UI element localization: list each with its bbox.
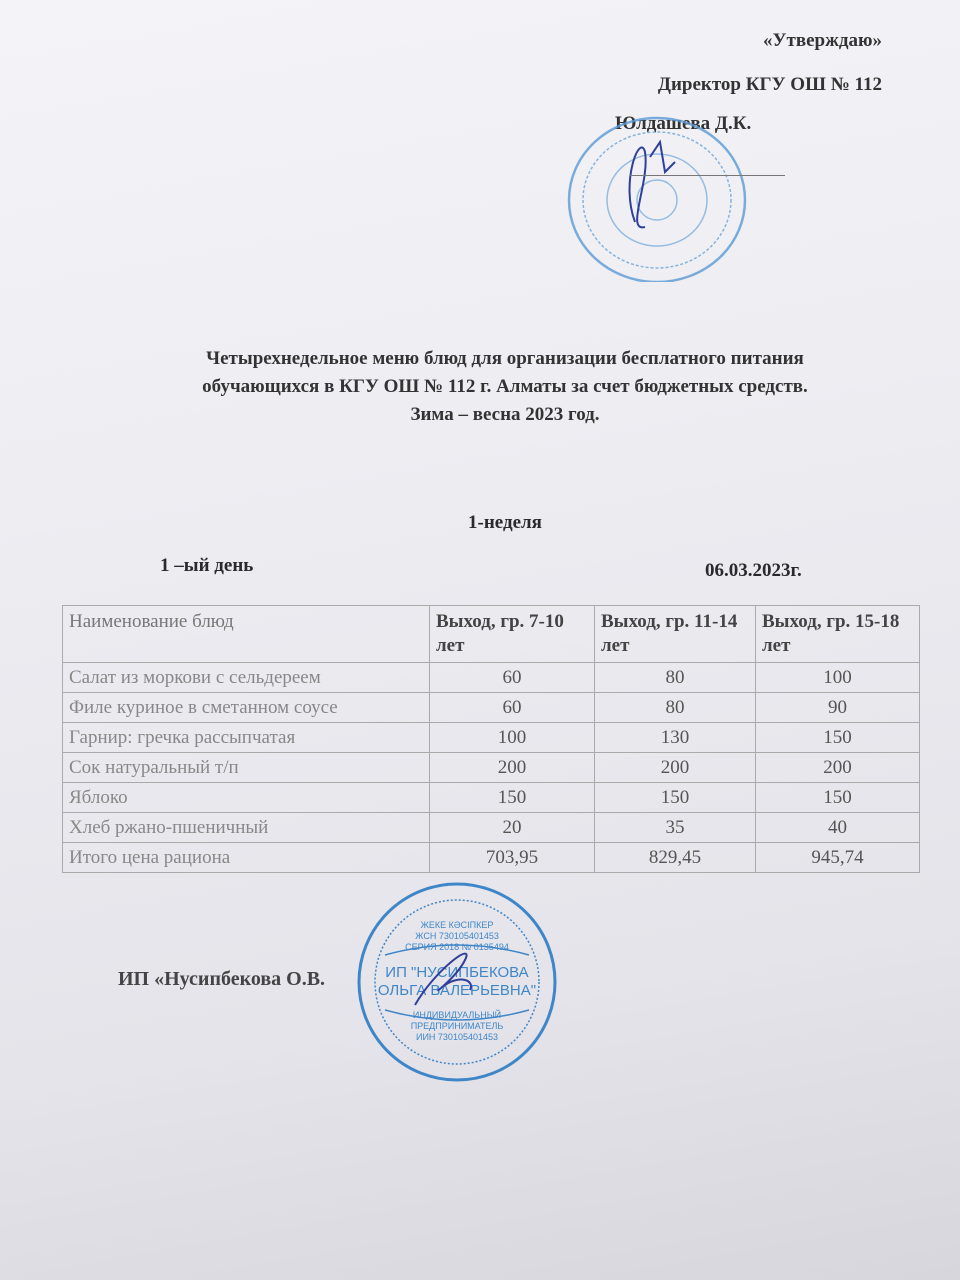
table-row	[63, 843, 920, 873]
portion-cell: 200	[756, 753, 920, 783]
dish-name-cell: Яблоко	[63, 783, 430, 813]
approve-label: «Утверждаю»	[763, 30, 882, 51]
portion-cell: 35	[595, 813, 756, 843]
supplier-seal	[355, 880, 560, 1085]
portion-cell: 60	[430, 693, 595, 723]
svg-text:СЕРИЯ 2018 № 0135494: СЕРИЯ 2018 № 0135494	[405, 942, 509, 952]
svg-text:ЖСН 730105401453: ЖСН 730105401453	[415, 931, 499, 941]
portion-cell: 90	[756, 693, 920, 723]
svg-text:ОЛЬГА ВАЛЕРЬЕВНА": ОЛЬГА ВАЛЕРЬЕВНА"	[377, 982, 537, 999]
header-dish: Наименование блюд	[63, 606, 430, 663]
table-row	[63, 663, 920, 693]
portion-cell: 829,45	[595, 843, 756, 873]
table-row	[63, 813, 920, 843]
menu-table	[62, 605, 920, 873]
portion-cell: 130	[595, 723, 756, 753]
document-title	[0, 345, 960, 429]
portion-cell: 80	[595, 693, 756, 723]
table-row	[63, 693, 920, 723]
title-line-2: обучающихся в КГУ ОШ № 112 г. Алматы за счет бюджетных средств.	[202, 376, 808, 397]
portion-cell: 150	[595, 783, 756, 813]
table-row	[63, 783, 920, 813]
portion-cell: 40	[756, 813, 920, 843]
portion-cell: 100	[756, 663, 920, 693]
portion-cell: 80	[595, 663, 756, 693]
portion-cell: 945,74	[756, 843, 920, 873]
svg-text:ИИН 730105401453: ИИН 730105401453	[415, 1032, 499, 1042]
title-line-1: Четырехнедельное меню блюд для организации бесплатного питания	[206, 348, 804, 369]
table-row	[63, 753, 920, 783]
header-11-14: Выход, гр. 11-14 лет	[595, 606, 756, 663]
day-label: 1 –ый день	[160, 555, 254, 576]
dish-name-cell: Филе куриное в сметанном соусе	[63, 693, 430, 723]
signature-line	[630, 175, 785, 176]
dish-name-cell: Итого цена рациона	[63, 843, 430, 873]
portion-cell: 703,95	[430, 843, 595, 873]
portion-cell: 200	[430, 753, 595, 783]
dish-name-cell: Гарнир: гречка рассыпчатая	[63, 723, 430, 753]
header-7-10: Выход, гр. 7-10 лет	[430, 606, 595, 663]
supplier-name: ИП «Нусипбекова О.В.	[118, 968, 326, 990]
dish-name-cell: Хлеб ржано-пшеничный	[63, 813, 430, 843]
director-position: Директор КГУ ОШ № 112	[657, 74, 882, 95]
portion-cell: 100	[430, 723, 595, 753]
portion-cell: 150	[756, 783, 920, 813]
svg-text:ПРЕДПРИНИМАТЕЛЬ: ПРЕДПРИНИМАТЕЛЬ	[410, 1021, 504, 1031]
svg-text:ИП "НУСИПБЕКОВА: ИП "НУСИПБЕКОВА	[385, 964, 529, 981]
header-15-18: Выход, гр. 15-18 лет	[756, 606, 920, 663]
portion-cell: 200	[595, 753, 756, 783]
director-name: Юлдашева Д.К.	[615, 113, 752, 134]
svg-text:ИНДИВИДУАЛЬНЫЙ: ИНДИВИДУАЛЬНЫЙ	[412, 1010, 502, 1020]
date-label: 06.03.2023г.	[705, 560, 802, 581]
portion-cell: 20	[430, 813, 595, 843]
week-label: 1-неделя	[468, 512, 542, 533]
title-line-3: Зима – весна 2023 год.	[410, 404, 600, 425]
portion-cell: 150	[756, 723, 920, 753]
dish-name-cell: Сок натуральный т/п	[63, 753, 430, 783]
table-header-row	[63, 606, 920, 663]
svg-text:ЖЕКЕ КӘСІПКЕР: ЖЕКЕ КӘСІПКЕР	[420, 920, 494, 930]
dish-name-cell: Салат из моркови с сельдереем	[63, 663, 430, 693]
table-row	[63, 723, 920, 753]
portion-cell: 150	[430, 783, 595, 813]
portion-cell: 60	[430, 663, 595, 693]
school-seal	[565, 112, 755, 282]
